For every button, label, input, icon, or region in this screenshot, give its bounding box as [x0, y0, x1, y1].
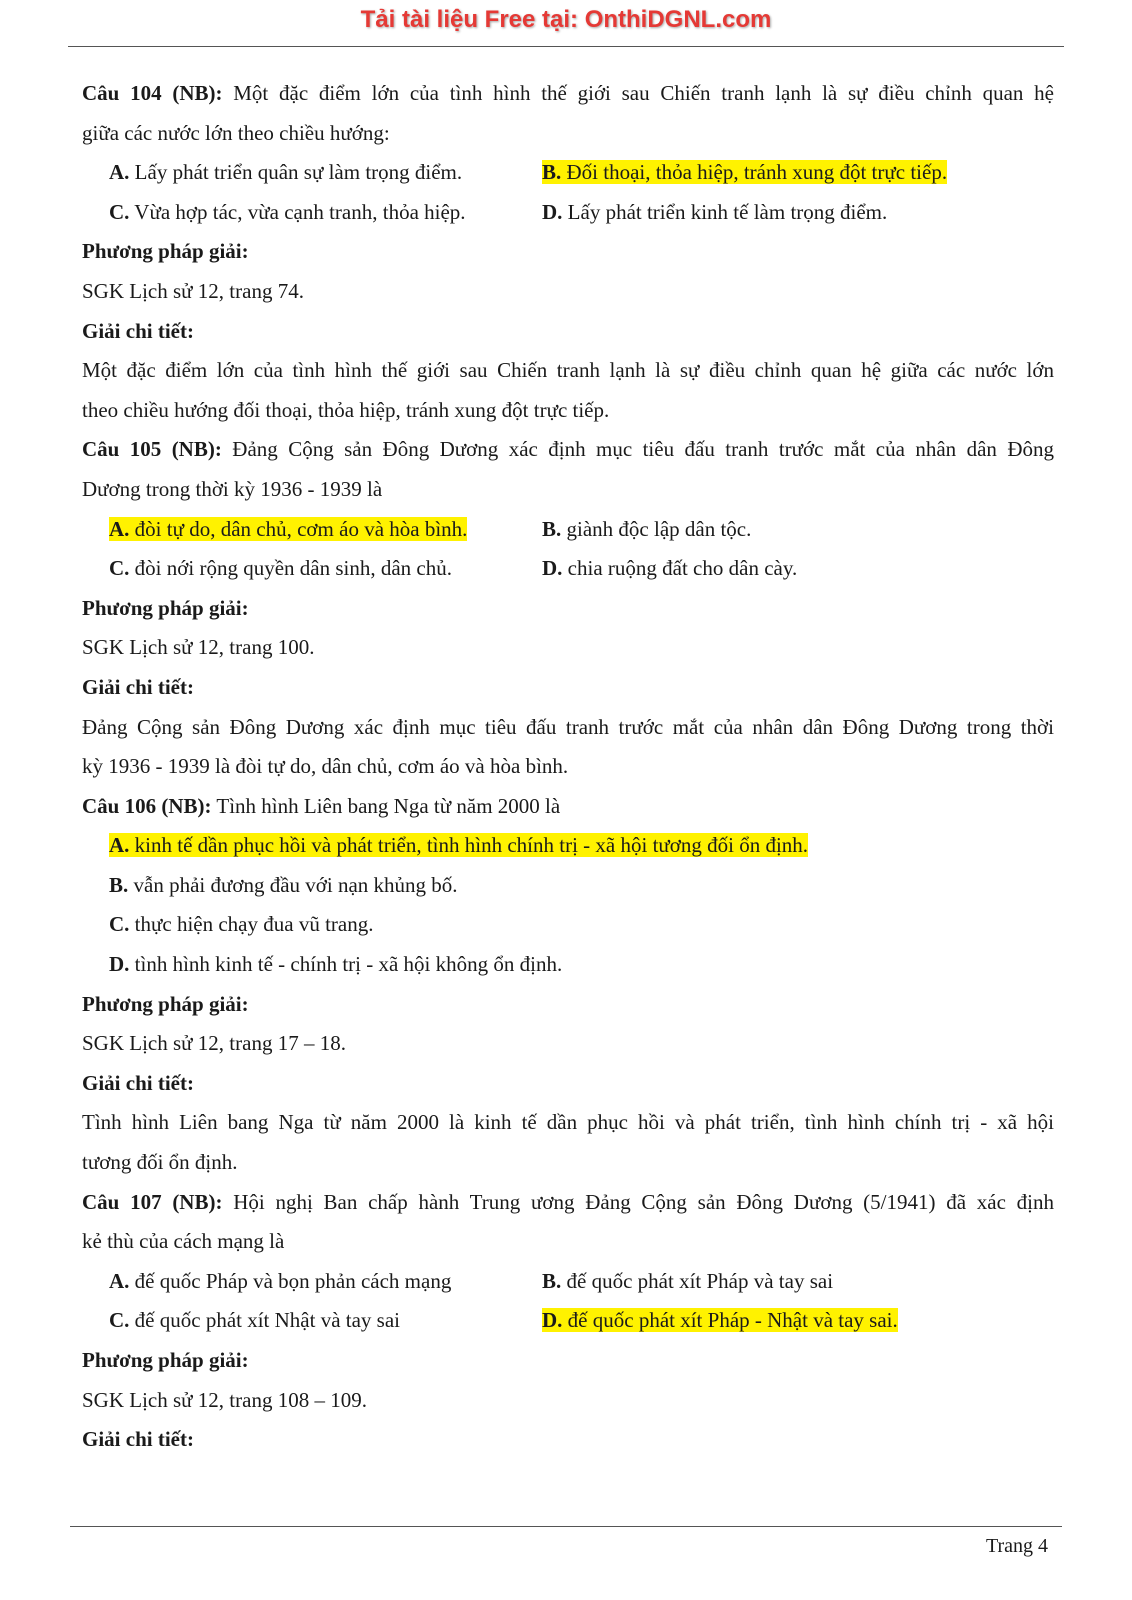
option-c: C. đế quốc phát xít Nhật và tay sai — [109, 1308, 401, 1333]
option-row — [82, 1301, 1054, 1341]
detail-text: Đảng Cộng sản Đông Dương xác định mục tiêu đấu tranh trước mắt của nhân dân Đông Dương trong thời — [82, 714, 1054, 739]
method-text: SGK Lịch sử 12, trang 108 – 109. — [82, 1387, 367, 1412]
question-stem: Đảng Cộng sản Đông Dương xác định mục tiêu đấu tranh trước mắt của nhân dân Đông — [232, 437, 1055, 462]
option-b: B. giành độc lập dân tộc. — [542, 516, 752, 541]
option-row — [82, 1262, 1054, 1302]
option-d: D. Lấy phát triển kinh tế làm trọng điểm. — [542, 199, 888, 224]
question-stem-continued: giữa các nước lớn theo chiều hướng: — [82, 120, 390, 145]
question-title: Câu 107 (NB): — [82, 1189, 223, 1214]
option-a: A. đế quốc Pháp và bọn phản cách mạng — [109, 1268, 452, 1293]
detail-text-continued: kỳ 1936 - 1939 là đòi tự do, dân chủ, cơm áo và hòa bình. — [82, 754, 569, 779]
method-heading: Phương pháp giải: — [82, 239, 249, 264]
question-104-stem — [82, 74, 1054, 114]
header-divider — [68, 46, 1064, 47]
question-stem-continued: kẻ thù của cách mạng là — [82, 1229, 285, 1254]
option-a-correct — [82, 826, 1054, 866]
answer-highlight: A. kinh tế dần phục hồi và phát triển, tình hình chính trị - xã hội tương đối ổn định. — [109, 833, 809, 858]
detail-text: Tình hình Liên bang Nga từ năm 2000 là kinh tế dần phục hồi và phát triển, tình hình chính trị - xã hội — [82, 1110, 1054, 1135]
question-stem: Hội nghị Ban chấp hành Trung ương Đảng Cộng sản Đông Dương (5/1941) đã xác định — [233, 1189, 1055, 1214]
option-row — [82, 549, 1054, 589]
question-105-stem — [82, 430, 1054, 470]
option-b-correct — [542, 153, 947, 193]
detail-heading: Giải chi tiết: — [82, 318, 194, 343]
method-text: SGK Lịch sử 12, trang 17 – 18. — [82, 1031, 346, 1056]
method-text: SGK Lịch sử 12, trang 100. — [82, 635, 315, 660]
option-c: C. Vừa hợp tác, vừa cạnh tranh, thỏa hiệp. — [109, 199, 466, 224]
question-title: Câu 105 (NB): — [82, 437, 222, 462]
answer-highlight: B. Đối thoại, thỏa hiệp, tránh xung đột trực tiếp. — [542, 160, 948, 185]
option-row — [82, 153, 1054, 193]
method-heading: Phương pháp giải: — [82, 1348, 249, 1372]
question-stem: Một đặc điểm lớn của tình hình thế giới sau Chiến tranh lạnh là sự điều chỉnh quan hệ — [233, 81, 1054, 105]
detail-heading: Giải chi tiết: — [82, 1070, 194, 1095]
option-a-correct — [109, 510, 542, 550]
method-heading: Phương pháp giải: — [82, 991, 249, 1016]
option-row — [82, 510, 1054, 550]
option-c: C. đòi nới rộng quyền dân sinh, dân chủ. — [109, 556, 452, 581]
question-106-stem — [82, 787, 1054, 827]
method-heading: Phương pháp giải: — [82, 595, 249, 620]
option-b: B. đế quốc phát xít Pháp và tay sai — [542, 1268, 834, 1293]
option-c: C. thực hiện chạy đua vũ trang. — [109, 912, 374, 937]
question-title: Câu 104 (NB): — [82, 81, 223, 105]
detail-text: Một đặc điểm lớn của tình hình thế giới sau Chiến tranh lạnh là sự điều chỉnh quan hệ giữa các nước lớn — [82, 358, 1054, 383]
option-row — [82, 193, 1054, 233]
detail-heading: Giải chi tiết: — [82, 1427, 194, 1452]
option-d: D. chia ruộng đất cho dân cày. — [542, 556, 798, 581]
page-content — [82, 74, 1054, 1460]
option-d-correct — [542, 1301, 898, 1341]
question-107-stem — [82, 1183, 1054, 1223]
page-number: Trang 4 — [986, 1535, 1049, 1557]
answer-highlight: D. đế quốc phát xít Pháp - Nhật và tay sai. — [542, 1308, 898, 1333]
site-banner[interactable]: Tải tài liệu Free tại: OnthiDGNL.com — [360, 6, 772, 33]
method-text: SGK Lịch sử 12, trang 74. — [82, 278, 304, 303]
option-a: A. Lấy phát triển quân sự làm trọng điểm. — [109, 160, 463, 185]
detail-text-continued: tương đối ổn định. — [82, 1150, 238, 1175]
detail-heading: Giải chi tiết: — [82, 674, 194, 699]
question-title: Câu 106 (NB): — [82, 793, 212, 818]
footer-divider — [70, 1526, 1062, 1527]
option-b: B. vẫn phải đương đầu với nạn khủng bố. — [109, 872, 458, 897]
question-stem-continued: Dương trong thời kỳ 1936 - 1939 là — [82, 476, 383, 501]
detail-text-continued: theo chiều hướng đối thoại, thỏa hiệp, tránh xung đột trực tiếp. — [82, 397, 610, 422]
option-d: D. tình hình kinh tế - chính trị - xã hội không ổn định. — [109, 952, 563, 977]
answer-highlight: A. đòi tự do, dân chủ, cơm áo và hòa bình. — [109, 516, 468, 541]
question-stem: Tình hình Liên bang Nga từ năm 2000 là — [216, 793, 561, 818]
